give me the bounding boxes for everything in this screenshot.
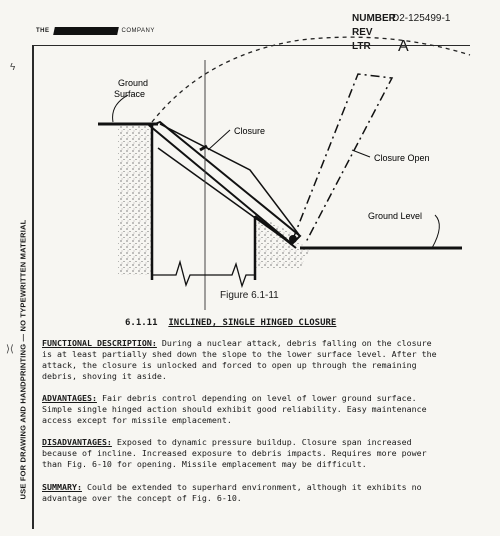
paragraph-disadvantages [42, 437, 467, 470]
paragraph-heading: ADVANTAGES: [42, 393, 97, 403]
margin-instruction: USE FOR DRAWING AND HANDPRINTING — NO TYPEWRITTEN MATERIAL [18, 219, 28, 500]
closure-open-leader [352, 150, 370, 157]
margin-mark: ϟ [10, 62, 16, 73]
label-ground-level: Ground Level [368, 211, 423, 221]
closure-underside [158, 148, 283, 238]
paragraph-heading: SUMMARY: [42, 482, 82, 492]
margin-mark: ⟩⟨ [6, 344, 14, 355]
label-closure-open: Closure Open [374, 153, 430, 163]
inclined-closure [150, 122, 300, 244]
paragraph-line: Could be extended to superhard environment, although it exhibits no [81, 482, 422, 492]
paragraph-advantages [42, 393, 467, 426]
upper-soil-block [118, 125, 152, 275]
paragraph-line: attack, the closure is unlocked and forced to open up through the remaining [42, 360, 417, 370]
paragraph-line: During a nuclear attack, debris falling on the closure [156, 338, 432, 348]
paragraph-line: Fair debris control depending on level of lower ground surface. [96, 393, 417, 403]
paragraph-line: debris, shoving it aside. [42, 371, 167, 381]
ground-level-leader [432, 215, 439, 248]
swing-arc [152, 37, 470, 122]
rev-value: A [398, 38, 409, 55]
section-heading: INCLINED, SINGLE HINGED CLOSURE [168, 318, 337, 328]
company-word: COMPANY [121, 28, 155, 34]
section-number: 6.1.11 [125, 318, 158, 328]
closure-leader [208, 130, 230, 150]
label-closure: Closure [234, 126, 266, 136]
rev-label: REV LTR [352, 27, 373, 52]
paragraph-line: advantage over the concept of Fig. 6-10. [42, 493, 242, 503]
break-line [152, 262, 255, 286]
paragraph-heading: FUNCTIONAL DESCRIPTION: [42, 338, 157, 348]
number-label: NUMBER [352, 13, 396, 24]
figure-caption: Figure 6.1-11 [220, 290, 279, 301]
ground-surface-leader [113, 95, 128, 122]
closure-marker [200, 146, 207, 150]
paragraph-line: than Fig. 6-10 for opening. Missile emplacement may be difficult. [42, 459, 367, 469]
section-title [125, 318, 336, 328]
paragraph-functional-description [42, 338, 467, 382]
paragraph-heading: DISADVANTAGES: [42, 437, 112, 447]
paragraph-line: Exposed to dynamic pressure buildup. Closure span increased [111, 437, 412, 447]
paragraph-line: access except for missile emplacement. [42, 415, 232, 425]
paragraph-line: because of incline. Increased exposure to debris impacts. Requires more power [42, 448, 427, 458]
label-ground: Ground [118, 78, 149, 88]
paragraph-summary [42, 482, 467, 504]
paragraph-line: is at least partially shed down the slope to the lower surface level. After the [42, 349, 437, 359]
label-surface: Surface [114, 89, 146, 99]
paragraph-line: Simple single hinged action should exhibit good reliability. Easy maintenance [42, 404, 427, 414]
company-article: THE [36, 28, 50, 34]
number-value: D2-125499-1 [392, 13, 451, 24]
